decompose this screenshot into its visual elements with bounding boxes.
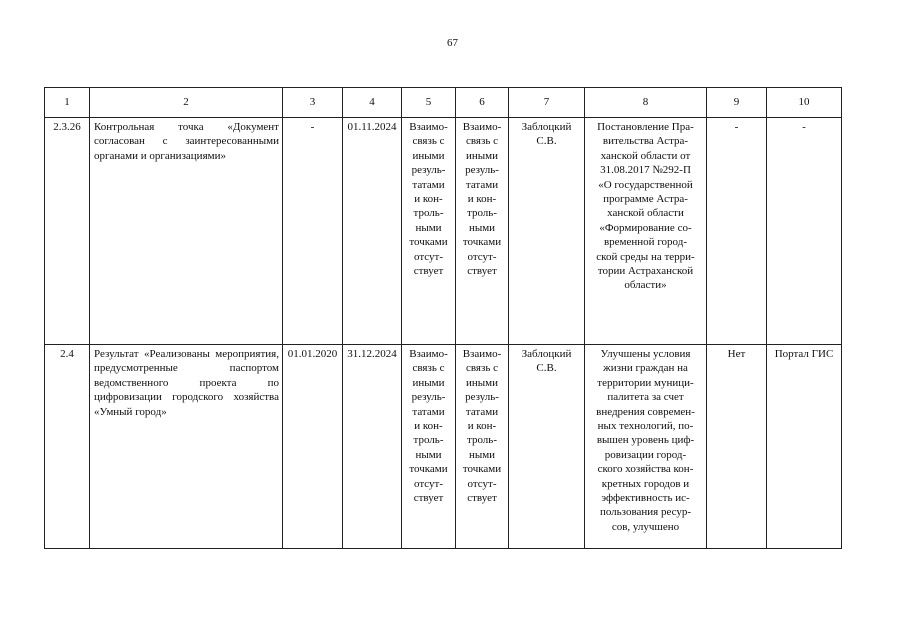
- header-cell: 1: [45, 88, 90, 118]
- row-name: Результат «Реализованы мероприятия, предусмотренные паспортом ведомственного проекта по цифровизации городского хозяйства «Умный город»: [90, 345, 283, 549]
- column-10-value: -: [767, 118, 842, 345]
- description-line: ского хозяйства кон-: [597, 463, 694, 476]
- relation-line: резуль-: [411, 391, 446, 404]
- header-cell: 3: [283, 88, 343, 118]
- start-date: -: [283, 118, 343, 345]
- description-line: программе Астра-: [603, 193, 688, 206]
- relation-cell-6: [456, 345, 509, 549]
- column-10-value: Портал ГИС: [767, 345, 842, 549]
- relation-line: резуль-: [465, 391, 499, 404]
- column-9-value: Нет: [707, 345, 767, 549]
- relation-line: татами: [412, 405, 445, 418]
- page-number: 67: [447, 37, 458, 49]
- description-line: территории муници-: [597, 376, 694, 389]
- relation-line: точками: [462, 236, 502, 249]
- description-line: временной город-: [603, 236, 687, 249]
- relation-cell-5: [402, 118, 456, 345]
- table-row: [45, 118, 842, 345]
- header-cell: 7: [509, 88, 585, 118]
- relation-line: связь с: [412, 135, 445, 148]
- header-cell: 6: [456, 88, 509, 118]
- column-9-value: -: [707, 118, 767, 345]
- row-number: 2.3.26: [45, 118, 90, 345]
- relation-line: и кон-: [414, 420, 443, 433]
- description-line: тории Астраханской: [597, 265, 694, 278]
- description-line: эффективность ис-: [601, 492, 690, 505]
- header-cell: 10: [767, 88, 842, 118]
- description-cell: [585, 345, 707, 549]
- relation-line: отсут-: [467, 250, 497, 263]
- description-line: вительства Астра-: [602, 135, 689, 148]
- relation-line: и кон-: [467, 193, 497, 206]
- description-line: ской среды на терри-: [596, 250, 695, 263]
- description-line: ханской области: [607, 207, 684, 220]
- relation-line: татами: [465, 405, 499, 418]
- description-line: палитета за счет: [607, 391, 684, 404]
- relation-line: и кон-: [414, 193, 443, 206]
- relation-line: татами: [412, 178, 445, 191]
- start-date: 01.01.2020: [283, 345, 343, 549]
- header-cell: 9: [707, 88, 767, 118]
- description-line: пользования ресур-: [599, 506, 692, 519]
- project-plan-table: [44, 87, 842, 549]
- description-line: Постановление Пра-: [597, 121, 694, 133]
- row-name: Контрольная точка «Документ согласован с заинтересованными органами и организациями»: [90, 118, 283, 345]
- relation-line: ствует: [413, 492, 444, 505]
- relation-line: иными: [465, 376, 498, 389]
- relation-line: резуль-: [411, 164, 446, 177]
- description-line: 31.08.2017 №292-П: [600, 164, 691, 177]
- responsible-line: С.В.: [536, 362, 557, 375]
- description-line: «О государственной: [598, 178, 693, 191]
- header-cell: 2: [90, 88, 283, 118]
- relation-line: резуль-: [465, 164, 499, 177]
- relation-line: иными: [412, 376, 445, 389]
- responsible-person: [509, 118, 585, 345]
- relation-line: связь с: [412, 362, 445, 375]
- relation-cell-6: [456, 118, 509, 345]
- relation-line: ными: [468, 448, 496, 461]
- relation-line: Взаимо-: [462, 121, 502, 133]
- relation-line: иными: [412, 149, 445, 162]
- relation-line: ными: [415, 448, 442, 461]
- relation-line: ствует: [413, 265, 444, 278]
- relation-line: ствует: [467, 265, 497, 278]
- description-line: вышен уровень циф-: [596, 434, 695, 447]
- relation-line: троль-: [467, 207, 497, 220]
- row-number: 2.4: [45, 345, 90, 549]
- relation-line: точками: [409, 463, 448, 476]
- header-cell: 4: [343, 88, 402, 118]
- relation-line: троль-: [467, 434, 497, 447]
- table-row: [45, 345, 842, 549]
- responsible-person: [509, 345, 585, 549]
- relation-line: троль-: [413, 434, 444, 447]
- description-line: ханской области от: [600, 149, 691, 162]
- table-header-row: [45, 88, 842, 118]
- header-cell: 8: [585, 88, 707, 118]
- description-cell: [585, 118, 707, 345]
- responsible-line: С.В.: [536, 135, 557, 148]
- header-cell: 5: [402, 88, 456, 118]
- description-line: ных технологий, по-: [597, 420, 694, 433]
- relation-line: иными: [465, 149, 498, 162]
- description-line: ровизации город-: [604, 448, 687, 461]
- description-line: внедрения современ-: [596, 405, 695, 418]
- description-line: сов, улучшено: [611, 520, 680, 533]
- responsible-line: Заблоцкий: [521, 348, 572, 360]
- relation-line: точками: [462, 463, 502, 476]
- responsible-line: Заблоцкий: [521, 121, 572, 133]
- relation-line: ствует: [467, 492, 497, 505]
- relation-line: отсут-: [467, 477, 497, 490]
- description-line: Улучшены условия: [600, 348, 691, 360]
- relation-line: отсут-: [413, 477, 443, 490]
- relation-line: Взаимо-: [409, 121, 448, 133]
- relation-line: ными: [468, 221, 496, 234]
- relation-line: Взаимо-: [409, 348, 448, 360]
- relation-line: ными: [415, 221, 442, 234]
- relation-line: Взаимо-: [462, 348, 502, 360]
- end-date: 01.11.2024: [343, 118, 402, 345]
- end-date: 31.12.2024: [343, 345, 402, 549]
- description-line: области»: [624, 279, 667, 292]
- relation-line: связь с: [466, 362, 498, 375]
- description-line: жизни граждан на: [603, 362, 688, 375]
- description-line: кретных городов и: [601, 477, 690, 490]
- relation-line: отсут-: [413, 250, 443, 263]
- relation-line: связь с: [466, 135, 498, 148]
- relation-line: татами: [465, 178, 499, 191]
- relation-cell-5: [402, 345, 456, 549]
- relation-line: троль-: [413, 207, 444, 220]
- relation-line: и кон-: [467, 420, 497, 433]
- description-line: «Формирование со-: [599, 221, 692, 234]
- relation-line: точками: [409, 236, 448, 249]
